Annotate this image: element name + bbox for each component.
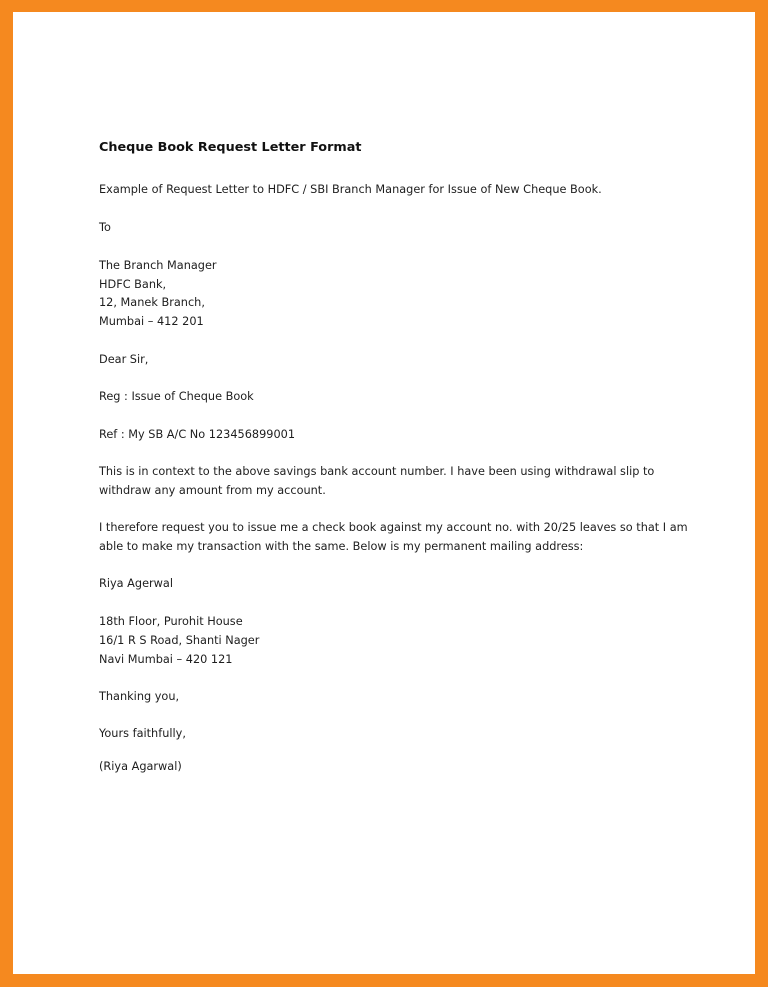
intro-text: Example of Request Letter to HDFC / SBI Branch Manager for Issue of New Cheque Book. (99, 183, 602, 196)
closing-line: Thanking you, (99, 690, 180, 703)
signature-line: (Riya Agarwal) (99, 760, 182, 773)
sender-address-line-2: 16/1 R S Road, Shanti Nager (99, 634, 260, 647)
recipient-line-1: The Branch Manager (99, 259, 217, 272)
paragraph-2-line-1: I therefore request you to issue me a check book against my account no. with 20/25 leaves so that I am (99, 521, 688, 534)
sender-address-line-1: 18th Floor, Purohit House (99, 615, 243, 628)
document-title: Cheque Book Request Letter Format (99, 140, 362, 155)
recipient-line-2: HDFC Bank, (99, 278, 167, 291)
paragraph-2-line-2: able to make my transaction with the same. Below is my permanent mailing address: (99, 540, 584, 553)
sender-address-line-3: Navi Mumbai – 420 121 (99, 653, 233, 666)
recipient-line-3: 12, Manek Branch, (99, 296, 205, 309)
to-label: To (99, 221, 111, 234)
salutation: Dear Sir, (99, 353, 149, 366)
reference-line: Ref : My SB A/C No 123456899001 (99, 428, 296, 441)
sign-off-line: Yours faithfully, (99, 727, 186, 740)
regarding-line: Reg : Issue of Cheque Book (99, 390, 254, 403)
sender-name: Riya Agerwal (99, 577, 173, 590)
paragraph-1-line-2: withdraw any amount from my account. (99, 484, 326, 497)
paragraph-1-line-1: This is in context to the above savings bank account number. I have been using withdrawal slip to (99, 465, 655, 478)
recipient-line-4: Mumbai – 412 201 (99, 315, 204, 328)
